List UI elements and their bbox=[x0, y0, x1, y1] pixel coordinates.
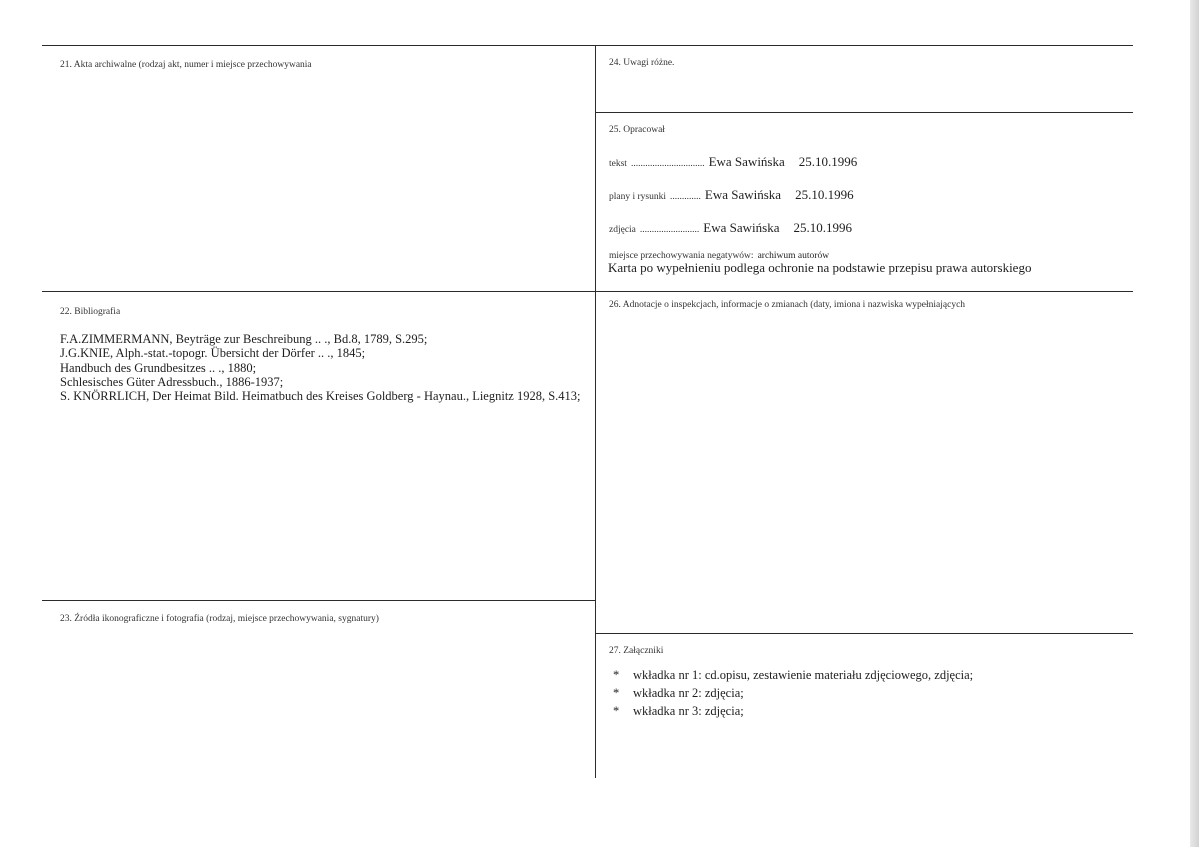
bullet-icon: * bbox=[613, 704, 620, 718]
author-date: 25.10.1996 bbox=[795, 187, 854, 202]
attachment-item: * wkładka nr 1: cd.opisu, zestawienie materiału zdjęciowego, zdjęcia; bbox=[613, 668, 974, 682]
attachment-item: * wkładka nr 3: zdjęcia; bbox=[613, 704, 744, 718]
author-date: 25.10.1996 bbox=[798, 154, 858, 169]
copyright-note: Karta po wypełnieniu podlega ochronie na podstawie przepisu prawa autorskiego bbox=[608, 260, 1032, 275]
rule-24-25 bbox=[595, 112, 1133, 113]
section-26-label: 26. Adnotacje o inspekcjach, informacje o zmianach (daty, imiona i nazwiska wypełniających bbox=[609, 300, 966, 310]
author-name: Ewa Sawińska bbox=[703, 220, 780, 235]
author-row-text bbox=[609, 153, 857, 171]
bullet-icon: * bbox=[613, 686, 620, 700]
bibliography-entry: Schlesisches Güter Adressbuch., 1886-1937; bbox=[60, 374, 284, 389]
rule-22-23 bbox=[42, 600, 595, 601]
section-21-label: 21. Akta archiwalne (rodzaj akt, numer i miejsce przechowywania bbox=[60, 60, 312, 70]
storage-value: archiwum autorów bbox=[757, 251, 830, 261]
author-name: Ewa Sawińska bbox=[704, 187, 782, 202]
author-date: 25.10.1996 bbox=[793, 220, 852, 235]
section-22-label: 22. Bibliografia bbox=[60, 307, 121, 317]
section-24-label: 24. Uwagi różne. bbox=[609, 58, 675, 68]
author-field: tekst bbox=[609, 159, 627, 169]
rule-26-27 bbox=[595, 633, 1133, 634]
section-27-label: 27. Załączniki bbox=[609, 646, 664, 656]
bibliography-entry: Handbuch des Grundbesitzes .. ., 1880; bbox=[60, 360, 257, 375]
bibliography-entry: F.A.ZIMMERMANN, Beyträge zur Beschreibung .. ., Bd.8, 1789, S.295; bbox=[60, 332, 428, 346]
author-name: Ewa Sawińska bbox=[708, 154, 785, 169]
center-divider bbox=[595, 45, 596, 778]
dot-leader: ......................... bbox=[639, 225, 700, 235]
top-rule bbox=[42, 45, 1133, 46]
bullet-icon: * bbox=[613, 668, 620, 682]
bibliography-list bbox=[60, 332, 581, 403]
dot-leader: ............. bbox=[670, 192, 701, 202]
section-25-label: 25. Opracował bbox=[609, 125, 665, 135]
author-row-photos bbox=[609, 219, 852, 237]
rule-21-22 bbox=[42, 291, 1133, 292]
dot-leader: ............................... bbox=[630, 159, 705, 169]
storage-label: miejsce przechowywania negatywów: bbox=[609, 251, 754, 261]
author-field: zdjęcia bbox=[609, 225, 636, 235]
scan-edge bbox=[1190, 0, 1199, 847]
bibliography-entry: J.G.KNIE, Alph.-stat.-topogr. Übersicht der Dörfer .. ., 1845; bbox=[60, 346, 366, 361]
attachment-item: * wkładka nr 2: zdjęcia; bbox=[613, 686, 744, 700]
author-row-plans bbox=[609, 186, 854, 204]
section-23-label: 23. Źródła ikonograficzne i fotografia (rodzaj, miejsce przechowywania, sygnatury) bbox=[60, 614, 379, 624]
bibliography-entry: S. KNÖRRLICH, Der Heimat Bild. Heimatbuch des Kreises Goldberg - Haynau., Liegnitz 1928, S.413; bbox=[60, 389, 581, 404]
author-field: plany i rysunki bbox=[609, 192, 666, 202]
